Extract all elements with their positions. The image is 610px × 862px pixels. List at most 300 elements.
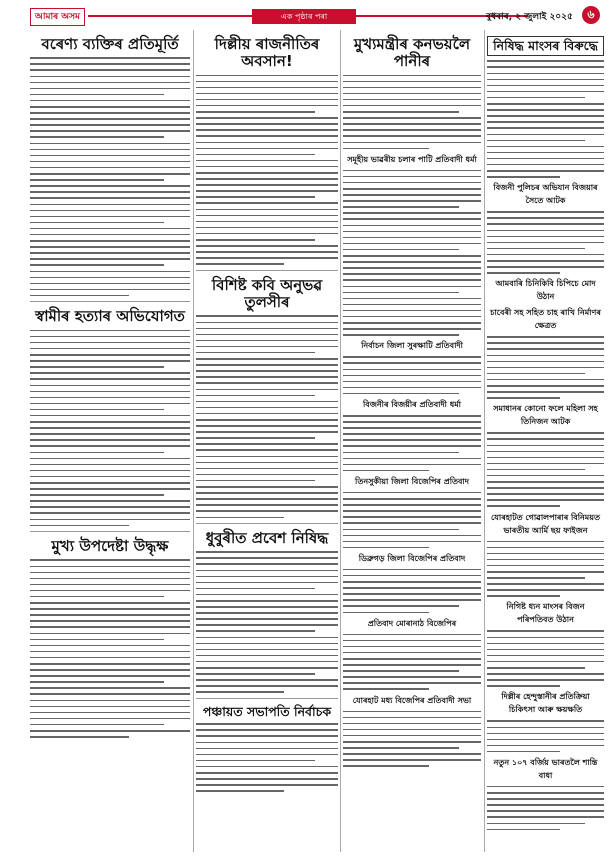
article-headline: মুখ্য উপদেষ্টা উদ্ধৃক্ষ (51, 537, 169, 556)
text-line (343, 142, 481, 144)
text-line (196, 413, 338, 415)
text-line (30, 197, 190, 199)
text-line (343, 75, 481, 77)
text-line (487, 595, 560, 597)
text-line (343, 547, 429, 549)
text-line (30, 336, 190, 338)
article-subheadline: নিগিষ্ট ধ্যন মাংসৰ বিজন পৰিপতিবত উঠান (506, 602, 585, 625)
text-line (196, 673, 315, 675)
text-line (487, 541, 604, 543)
article-headline: বিশিষ্ট কবি অনুভৱ তুলসীৰ (211, 275, 323, 312)
text-line (196, 667, 338, 669)
text-line (487, 751, 560, 753)
text-line (343, 279, 481, 281)
text-line (196, 784, 338, 786)
article-body (487, 786, 604, 830)
text-line (343, 249, 459, 251)
text-line (30, 427, 190, 429)
masthead (0, 0, 610, 27)
text-line (196, 93, 338, 95)
text-line (196, 729, 338, 731)
text-line (196, 227, 338, 229)
text-line (487, 667, 585, 669)
article-subheadline: বিজনীৰ বিজয়ীৰ প্ৰতিবাদী ধৰ্মা (363, 400, 461, 409)
article-body (487, 60, 604, 177)
text-line (487, 254, 604, 256)
text-line (487, 379, 604, 381)
text-line (343, 81, 481, 83)
text-line (487, 223, 604, 225)
text-line (487, 355, 604, 357)
text-line (487, 786, 604, 788)
text-line (30, 354, 190, 356)
text-line (30, 663, 190, 665)
column-4 (487, 30, 604, 852)
text-line (487, 91, 604, 93)
text-line (30, 143, 190, 145)
text-line (30, 191, 190, 193)
text-line (30, 155, 190, 157)
text-line (30, 348, 190, 350)
article-subheadline: আমবাৰি চিনিকিবি চিপিচে মোদ উঠান (495, 279, 596, 302)
article-body (343, 415, 481, 471)
text-line (196, 748, 338, 750)
text-line (487, 565, 604, 567)
text-line (487, 823, 585, 825)
article-headline: পঞ্চায়ত সভাপতি নিৰ্বাচক (202, 703, 332, 719)
text-line (487, 176, 560, 178)
text-line (30, 271, 190, 273)
text-line (196, 655, 338, 657)
text-line (196, 576, 338, 578)
text-line (343, 255, 481, 257)
text-line (487, 109, 604, 111)
text-line (196, 437, 315, 439)
text-line (343, 135, 481, 137)
text-line (487, 505, 560, 507)
article-body (487, 336, 604, 398)
newspaper-logo: আমাৰ অসম (30, 8, 85, 26)
article-subheadline: বিজনী পুলিচৰ অভিযান বিজয়াৰ সৈতে আটক (493, 183, 598, 206)
text-line (30, 118, 190, 120)
text-line (196, 474, 338, 476)
text-line (487, 236, 604, 238)
text-line (487, 679, 604, 681)
text-line (30, 512, 190, 514)
text-line (196, 570, 338, 572)
text-line (30, 234, 190, 236)
text-line (196, 111, 315, 113)
text-line (30, 464, 190, 466)
text-line (196, 449, 338, 451)
text-line (343, 682, 481, 684)
text-line (30, 500, 190, 502)
article-divider (196, 523, 338, 524)
text-line (487, 348, 604, 350)
text-line (196, 202, 338, 204)
text-line (487, 547, 604, 549)
text-line (343, 387, 481, 389)
text-line (343, 575, 481, 577)
text-line (487, 391, 604, 393)
text-line (343, 599, 481, 601)
text-line (343, 334, 459, 336)
text-line (30, 651, 190, 653)
text-line (30, 82, 190, 84)
text-line (487, 720, 604, 722)
text-line (30, 210, 190, 212)
text-line (30, 283, 190, 285)
text-line (30, 620, 190, 622)
text-line (487, 361, 604, 363)
text-line (343, 310, 481, 312)
text-line (196, 178, 338, 180)
text-line (343, 261, 481, 263)
text-line (343, 581, 481, 583)
page-number: ৬ (582, 6, 600, 24)
text-line (487, 164, 604, 166)
text-line (30, 179, 164, 181)
text-line (196, 691, 284, 693)
text-line (343, 765, 429, 767)
text-line (487, 553, 604, 555)
text-line (196, 154, 315, 156)
text-line (30, 391, 190, 393)
article-divider (30, 531, 190, 532)
text-line (343, 433, 481, 435)
text-line (196, 75, 338, 77)
text-line (30, 572, 190, 574)
text-line (487, 336, 604, 338)
text-line (196, 735, 338, 737)
text-line (30, 76, 190, 78)
text-line (343, 170, 481, 172)
text-line (343, 369, 481, 371)
text-line (30, 602, 190, 604)
text-line (196, 760, 315, 762)
text-line (487, 103, 604, 105)
text-line (343, 658, 481, 660)
text-line (196, 221, 338, 223)
text-line (487, 583, 604, 585)
text-line (196, 679, 338, 681)
article-subheadline: প্ৰতিবাদ মোৰানাঠ বিজেপিৰ (367, 618, 457, 628)
text-line (487, 727, 604, 729)
text-line (30, 712, 190, 714)
text-line (487, 745, 604, 747)
text-line (196, 504, 338, 506)
text-line (196, 431, 338, 433)
text-line (196, 263, 284, 265)
article-body (487, 211, 604, 273)
column-divider (484, 30, 485, 852)
text-line (30, 693, 190, 695)
text-line (487, 146, 604, 148)
text-line (487, 571, 604, 573)
text-line (487, 248, 585, 250)
text-line (487, 260, 604, 262)
text-line (30, 578, 190, 580)
text-line (487, 367, 604, 369)
column-1 (30, 30, 190, 852)
text-line (487, 469, 585, 471)
text-line (196, 723, 338, 725)
text-line (196, 612, 338, 614)
text-line (196, 184, 338, 186)
text-line (196, 492, 338, 494)
text-line (30, 366, 164, 368)
text-line (487, 457, 604, 459)
article-subheadline: সমাধানৰ কোনো ফলে মহিলা সহ তিনিজন আটক (493, 404, 598, 427)
text-line (196, 510, 338, 512)
article-headline: নিষিদ্ধ মাংসৰ বিৰুদ্ধে (487, 36, 604, 56)
text-line (487, 643, 604, 645)
text-line (30, 161, 190, 163)
text-line (343, 445, 481, 447)
text-line (196, 624, 338, 626)
text-line (487, 266, 604, 268)
text-line (30, 216, 190, 218)
text-line (343, 176, 481, 178)
text-line (30, 167, 190, 169)
text-line (487, 661, 604, 663)
text-line (487, 804, 604, 806)
text-line (30, 409, 164, 411)
text-line (487, 66, 604, 68)
text-line (343, 206, 459, 208)
text-line (30, 506, 190, 508)
text-line (343, 747, 459, 749)
text-line (343, 439, 481, 441)
text-line (196, 486, 338, 488)
text-line (487, 475, 604, 477)
text-line (30, 584, 190, 586)
text-line (196, 557, 338, 559)
column-divider (193, 30, 194, 852)
text-line (487, 211, 604, 213)
text-line (487, 140, 585, 142)
text-line (30, 681, 164, 683)
text-line (487, 438, 604, 440)
text-line (343, 93, 481, 95)
text-line (196, 160, 338, 162)
text-line (343, 322, 481, 324)
text-line (196, 87, 338, 89)
text-line (487, 97, 585, 99)
text-line (30, 289, 190, 291)
text-line (487, 577, 585, 579)
text-line (343, 522, 481, 524)
article-headline: মুখ্যমন্ত্ৰীৰ কনভয়লৈ পানীৰ (353, 35, 471, 71)
text-line (343, 664, 481, 666)
text-line (30, 687, 190, 689)
text-line (196, 425, 338, 427)
text-line (196, 766, 338, 768)
text-line (30, 57, 190, 59)
article-body (196, 315, 338, 518)
text-line (30, 657, 190, 659)
text-line (30, 397, 190, 399)
text-line (487, 630, 604, 632)
text-line (487, 481, 604, 483)
text-line (196, 594, 338, 596)
article-body (343, 634, 481, 690)
text-line (30, 476, 190, 478)
text-line (487, 342, 604, 344)
article-body (196, 723, 338, 792)
text-line (343, 458, 481, 460)
text-line (196, 209, 338, 211)
article-body (487, 432, 604, 507)
text-line (30, 185, 190, 187)
text-line (487, 217, 604, 219)
text-line (487, 134, 604, 136)
text-line (30, 614, 190, 616)
text-line (196, 117, 338, 119)
text-line (196, 81, 338, 83)
article-body (487, 720, 604, 752)
text-line (196, 99, 338, 101)
text-line (487, 637, 604, 639)
text-line (343, 612, 429, 614)
text-line (487, 121, 604, 123)
text-line (30, 559, 190, 561)
text-line (196, 358, 338, 360)
article-body (196, 75, 338, 265)
text-line (30, 112, 190, 114)
article-body (343, 569, 481, 613)
text-line (196, 352, 315, 354)
text-line (30, 633, 190, 635)
text-line (196, 315, 338, 317)
text-line (343, 516, 481, 518)
text-line (196, 462, 338, 464)
text-line (196, 551, 338, 553)
text-line (30, 421, 190, 423)
text-line (343, 286, 481, 288)
text-line (343, 231, 481, 233)
text-line (343, 200, 481, 202)
text-line (30, 258, 190, 260)
article-divider (196, 270, 338, 271)
text-line (30, 246, 190, 248)
text-line (487, 649, 604, 651)
text-line (487, 829, 560, 831)
text-line (343, 735, 481, 737)
article-body (30, 57, 190, 296)
text-line (343, 541, 481, 543)
text-line (196, 328, 338, 330)
text-line (196, 778, 338, 780)
text-line (343, 415, 481, 417)
page-continuation-label: এক পৃষ্ঠাৰ পৰা (252, 9, 356, 24)
text-line (343, 243, 481, 245)
text-line (30, 252, 190, 254)
text-line (343, 711, 481, 713)
text-line (343, 356, 481, 358)
text-line (30, 458, 190, 460)
article-body (487, 630, 604, 686)
text-line (343, 292, 459, 294)
text-line (30, 730, 190, 732)
text-line (343, 225, 481, 227)
text-line (196, 630, 315, 632)
article-subheadline: নতুন ১০৭ বৰ্জিয় ভাৰতলৈ শান্তি বাধা (493, 757, 598, 780)
text-line (196, 340, 338, 342)
text-line (487, 589, 604, 591)
text-line (343, 504, 481, 506)
text-line (196, 370, 338, 372)
text-line (343, 529, 459, 531)
text-line (196, 322, 338, 324)
text-line (196, 606, 338, 608)
text-line (30, 626, 190, 628)
text-line (343, 212, 481, 214)
text-line (30, 372, 190, 374)
text-line (343, 676, 481, 678)
text-line (196, 346, 338, 348)
text-line (196, 790, 284, 792)
text-line (487, 432, 604, 434)
text-line (30, 494, 164, 496)
text-line (343, 688, 429, 690)
text-line (30, 240, 190, 242)
text-line (196, 142, 338, 144)
text-line (196, 498, 338, 500)
text-line (196, 389, 338, 391)
text-line (196, 517, 284, 519)
text-line (487, 170, 604, 172)
text-line (196, 600, 338, 602)
text-line (343, 723, 481, 725)
text-line (487, 685, 560, 687)
text-line (196, 661, 338, 663)
text-line (196, 215, 338, 217)
article-subheadline: ডিব্ৰুগড় জিলা বিজেপিৰ প্ৰতিবাদ (358, 553, 466, 563)
text-line (343, 640, 481, 642)
article-headline: ধুবুৰীত প্ৰবেশ নিষিদ্ধ (205, 529, 329, 547)
text-line (30, 136, 164, 138)
text-line (343, 267, 481, 269)
column-2 (196, 30, 338, 852)
text-line (343, 427, 481, 429)
text-line (30, 700, 190, 702)
text-line (30, 360, 190, 362)
text-line (30, 295, 129, 297)
text-line (30, 277, 190, 279)
text-line (30, 385, 190, 387)
text-line (343, 498, 481, 500)
text-line (487, 445, 604, 447)
article-divider (196, 698, 338, 699)
text-line (30, 452, 164, 454)
text-line (196, 148, 338, 150)
text-line (30, 149, 190, 151)
text-line (30, 100, 190, 102)
text-line (30, 525, 129, 527)
text-line (196, 456, 338, 458)
text-line (196, 443, 338, 445)
text-line (30, 566, 190, 568)
text-line (196, 233, 338, 235)
text-line (196, 123, 338, 125)
text-line (30, 222, 164, 224)
text-line (30, 433, 190, 435)
text-line (343, 105, 481, 107)
text-line (343, 587, 481, 589)
text-line (30, 519, 190, 521)
text-line (487, 673, 604, 675)
